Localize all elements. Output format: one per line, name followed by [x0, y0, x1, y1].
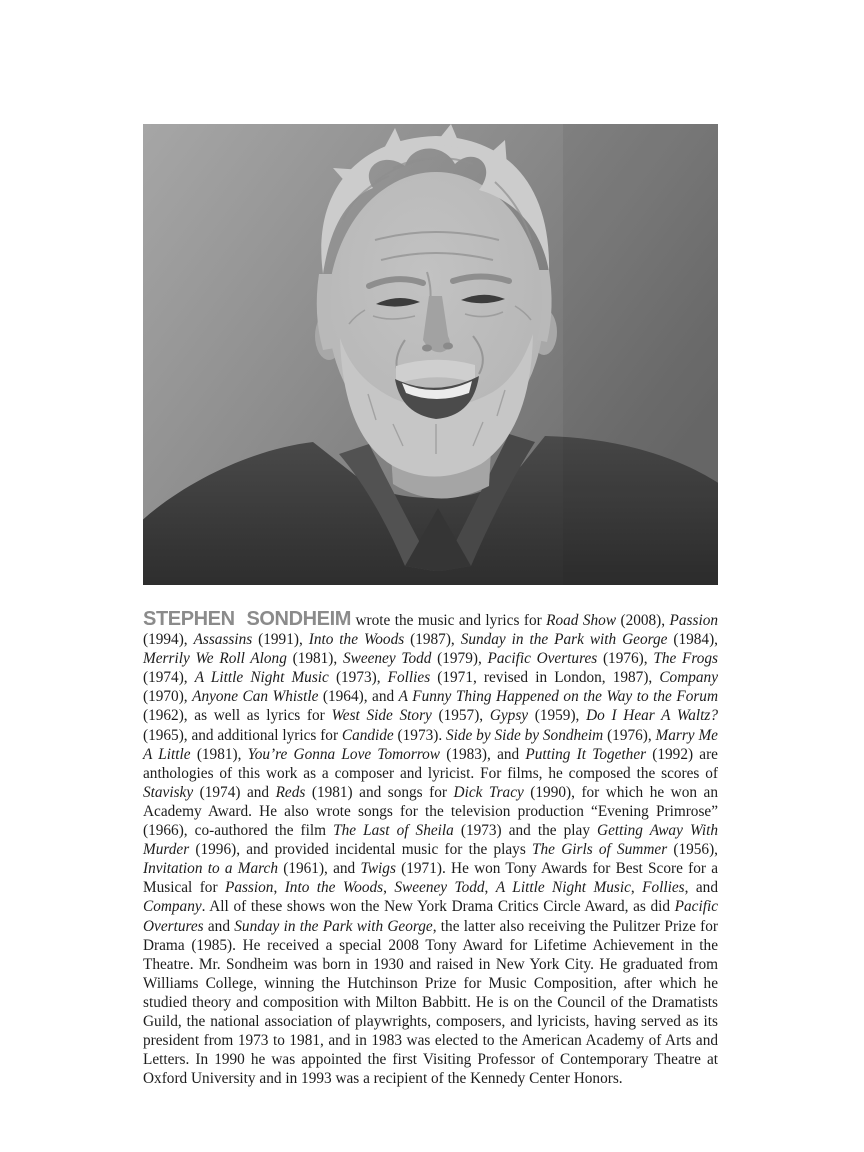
- work-title: Pacific Overtures: [487, 650, 598, 668]
- work-title: Sunday in the Park with George: [234, 917, 433, 935]
- bio-text: (1974),: [143, 669, 195, 687]
- work-title: Reds: [275, 783, 306, 801]
- bio-text: (1961), and: [278, 860, 361, 878]
- bio-text: (1983), and: [440, 745, 526, 763]
- work-title: Anyone Can Whistle: [192, 688, 319, 706]
- bio-text: (1984),: [667, 631, 718, 649]
- work-title: Sweeney Todd: [342, 650, 432, 668]
- bio-text: (1979),: [431, 650, 488, 668]
- bio-text: (1971). He won Tony Awards for Best Score for a Musical for: [143, 860, 718, 897]
- bio-text: (1973).: [393, 726, 446, 744]
- work-title: A Little Night Music: [194, 669, 329, 687]
- work-title: Sweeney Todd: [394, 879, 485, 897]
- bio-text: (1992) are anthologies of this work as a composer and lyricist. For films, he composed the scores of: [143, 745, 718, 782]
- bio-text: (1987),: [404, 631, 461, 649]
- bio-text: ,: [484, 879, 496, 897]
- bio-text: (1981),: [190, 745, 248, 763]
- bio-text: ,: [630, 879, 643, 897]
- bio-text: (1962), as well as lyrics for: [143, 707, 332, 725]
- work-title: Company: [143, 898, 202, 916]
- work-title: Sunday in the Park with George: [460, 631, 668, 649]
- work-title: Candide: [341, 726, 394, 744]
- bio-text: (1976),: [603, 726, 656, 744]
- work-title: Follies: [387, 669, 431, 687]
- bio-text: (1957),: [431, 707, 490, 725]
- work-title: Getting Away With Murder: [143, 822, 718, 859]
- bio-text: wrote the music and lyrics for: [351, 612, 547, 629]
- bio-text: (1965), and additional lyrics for: [143, 726, 342, 744]
- bio-text: . All of these shows won the New York Drama Critics Circle Award, as did: [201, 898, 675, 916]
- work-title: Road Show: [546, 612, 617, 629]
- bio-text: (1959),: [528, 707, 587, 725]
- work-title: Stavisky: [143, 783, 194, 801]
- photo-vignette: [563, 124, 718, 585]
- work-title: Into the Woods: [284, 879, 384, 897]
- work-title: Dick Tracy: [453, 783, 524, 801]
- bio-text: and: [203, 917, 235, 935]
- work-title: The Girls of Summer: [532, 841, 668, 859]
- bio-text: (1991),: [252, 631, 309, 649]
- bio-text: (1996), and provided incidental music for the plays: [189, 841, 533, 859]
- work-title: A Funny Thing Happened on the Way to the Forum: [398, 688, 718, 706]
- work-title: Passion: [669, 612, 718, 629]
- bio-text: , the latter also receiving the Pulitzer Prize for Drama (1985). He received a special 2008 Tony Award for Lifetime Achievement in the Theatre. Mr. Sondheim was born in 1930 and raised in New York City. He graduated from Williams College, winning the Hutchinson Prize for Music Composition, after which he studied theory and composition with Milton Babbitt. He is on the Council of the Dramatists Guild, the national association of playwrights, composers, and lyricists, having served as its president from 1973 to 1981, and in 1983 was elected to the American Academy of Arts and Letters. In 1990 he was appointed the first Visiting Professor of Contemporary Theatre at Oxford University and in 1993 was a recipient of the Kennedy Center Honors.: [143, 917, 718, 1088]
- portrait-photo: [143, 124, 718, 585]
- work-title: Assassins: [193, 631, 253, 649]
- work-title: Merrily We Roll Along: [143, 650, 287, 668]
- bio-rich-text: [143, 612, 718, 1087]
- bio-text: (1956),: [667, 841, 718, 859]
- work-title: Into the Woods: [308, 631, 405, 649]
- work-title: Follies: [642, 879, 685, 897]
- work-title: West Side Story: [331, 707, 432, 725]
- work-title: The Frogs: [653, 650, 718, 668]
- work-title: Twigs: [360, 860, 396, 878]
- work-title: Invitation to a March: [143, 860, 278, 878]
- person-name-heading: STEPHEN SONDHEIM: [143, 608, 352, 630]
- bio-paragraph: [143, 610, 718, 1088]
- bio-text: (1976),: [597, 650, 654, 668]
- bio-text: (1971, revised in London, 1987),: [430, 669, 660, 687]
- work-title: Do I Hear A Waltz?: [586, 707, 718, 725]
- work-title: Passion: [224, 879, 274, 897]
- bio-text: (1990), for which he won an Academy Award. He also wrote songs for the television production “Evening Primrose” (1966), co-authored the film: [143, 783, 718, 840]
- bio-text: (1981) and songs for: [305, 783, 454, 801]
- work-title: Marry Me A Little: [143, 726, 718, 763]
- work-title: The Last of Sheila: [333, 822, 454, 840]
- bio-text: (2008),: [616, 612, 670, 629]
- work-title: Side by Side by Sondheim: [446, 726, 604, 744]
- work-title: You’re Gonna Love Tomorrow: [247, 745, 441, 763]
- bio-text: (1994),: [143, 631, 194, 649]
- work-title: Pacific Overtures: [143, 898, 718, 935]
- work-title: Gypsy: [489, 707, 529, 725]
- bio-text: (1973) and the play: [453, 822, 598, 840]
- bio-text: (1964), and: [318, 688, 399, 706]
- portrait-illustration: [143, 124, 718, 585]
- bio-text: ,: [383, 879, 395, 897]
- bio-text: ,: [273, 879, 285, 897]
- work-title: Putting It Together: [525, 745, 647, 763]
- bio-text: (1973),: [328, 669, 388, 687]
- work-title: A Little Night Music: [495, 879, 631, 897]
- bio-text: (1981),: [286, 650, 343, 668]
- bio-text: (1974) and: [193, 783, 276, 801]
- bio-text: (1970),: [143, 688, 193, 706]
- bio-text: , and: [684, 879, 718, 897]
- work-title: Company: [659, 669, 718, 687]
